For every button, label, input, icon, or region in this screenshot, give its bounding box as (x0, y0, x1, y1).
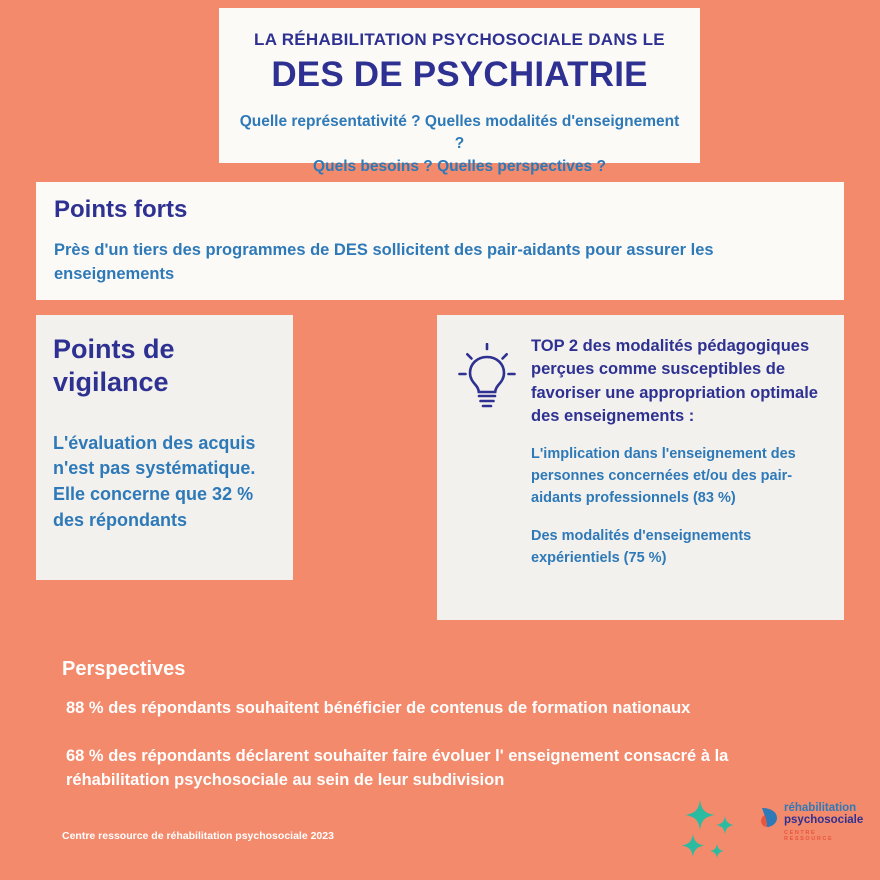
footer-credit: Centre ressource de réhabilitation psychosociale 2023 (62, 830, 334, 842)
title-subtitle-line2: Quels besoins ? Quelles perspectives ? (313, 157, 606, 175)
top2-item-2: Des modalités d'enseignements expérientiels (75 %) (531, 527, 752, 566)
page-title: DES DE PSYCHIATRIE (271, 55, 648, 95)
perspectives-title: Perspectives (62, 658, 186, 680)
lightbulb-icon (457, 343, 517, 417)
top2-item-1: L'implication dans l'enseignement des personnes concernées et/ou des pair-aidants professionnels (83 %) (531, 445, 796, 506)
strong-points-text: Près d'un tiers des programmes de DES sollicitent des pair-aidants pour assurer les enseignements (54, 240, 714, 283)
brand-line-3: CENTRE RESSOURCE (784, 830, 834, 842)
title-subtitle (237, 111, 682, 178)
strong-points-card (36, 182, 844, 300)
brand-text (784, 802, 863, 843)
top2-card (437, 315, 844, 620)
title-kicker: LA RÉHABILITATION PSYCHOSOCIALE DANS LE (254, 30, 665, 49)
title-card (219, 8, 700, 175)
vigilance-text: L'évaluation des acquis n'est pas systématique. Elle concerne que 32 % des répondants (53, 432, 256, 530)
vigilance-card (36, 315, 293, 580)
vigilance-title: Points de vigilance (53, 334, 175, 397)
perspectives-line-2: 68 % des répondants déclarent souhaiter faire évoluer l' enseignement consacré à la réhabilitation psychosociale au sein de leur subdivision (66, 746, 729, 789)
logo-area (672, 794, 864, 866)
brand-line-1: réhabilitation (784, 802, 857, 814)
sparkles-icon (672, 794, 760, 866)
top2-title: TOP 2 des modalités pédagogiques perçues comme susceptibles de favoriser une appropriation optimale des enseignements : (531, 337, 818, 426)
strong-points-title: Points forts (54, 196, 188, 223)
perspectives-section (62, 658, 822, 793)
top2-header (457, 331, 822, 429)
perspectives-line-1: 88 % des répondants souhaitent bénéficier de contenus de formation nationaux (66, 699, 691, 717)
brand-logo (758, 802, 864, 858)
brand-mark-icon (758, 806, 780, 830)
title-subtitle-line1: Quelle représentativité ? Quelles modalités d'enseignement ? (239, 112, 680, 153)
top2-body (457, 443, 822, 569)
brand-line-2: psychosociale (784, 814, 864, 827)
